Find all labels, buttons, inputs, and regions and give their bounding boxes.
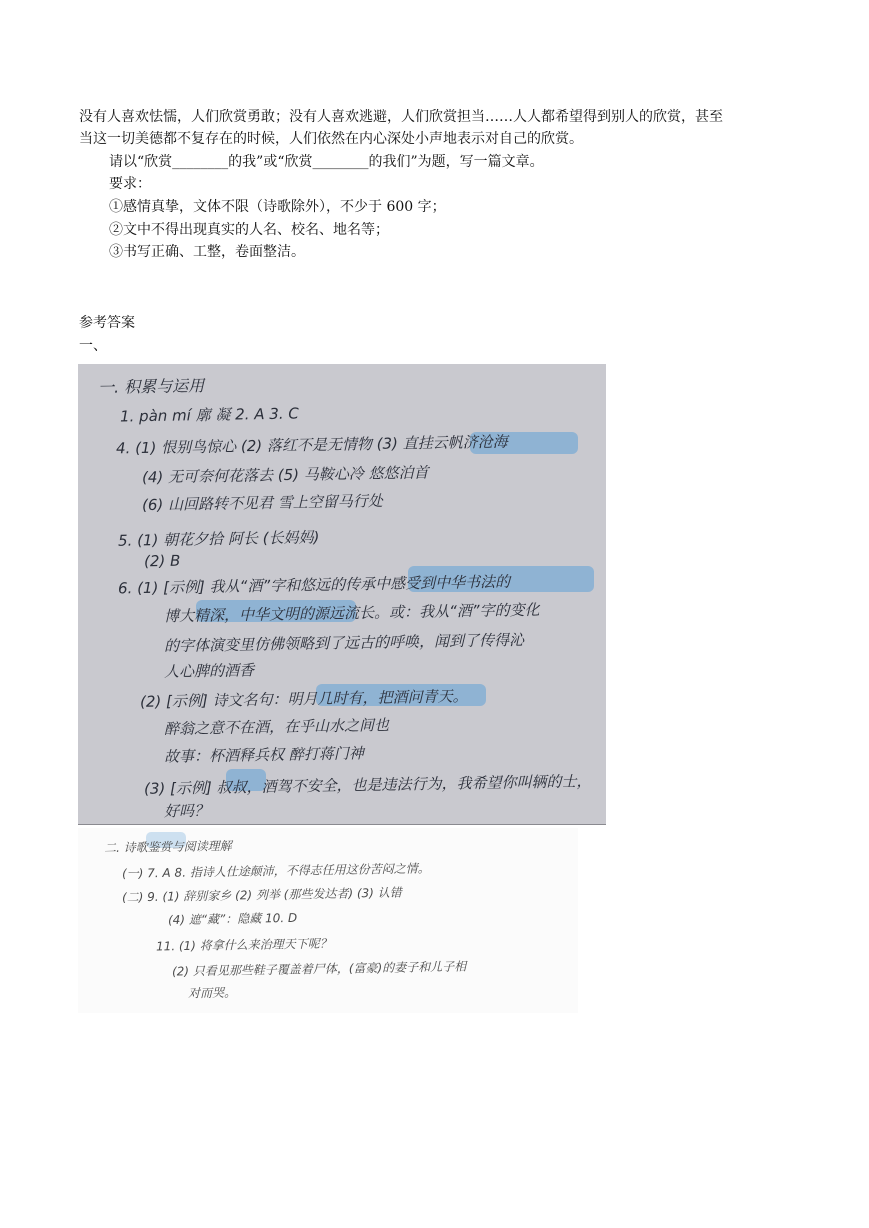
hw-line: (2) B <box>143 551 181 571</box>
requirement-3: ③书写正确、工整，卷面整洁。 <box>109 244 305 260</box>
hw-line: (3) [示例] 叔叔，酒驾不安全，也是违法行为，我希望你叫辆的士， <box>143 772 592 798</box>
hw-line: (二) 9. (1) 辞别家乡 (2) 列举 (那些发达者) (3) 认错 <box>121 885 402 905</box>
hw-line: 1. pàn mí 廓 凝 2. A 3. C <box>119 404 299 426</box>
handwritten-answer-scan-2 <box>78 828 578 1013</box>
hw-line: (6) 山回路转不见君 雪上空留马行处 <box>141 491 383 515</box>
hw-line: (一) 7. A 8. 指诗人仕途颠沛，不得志任用这份苦闷之情。 <box>121 861 430 881</box>
prompt-instruction: 请以“欣赏________的我”或“欣赏________的我们”为题，写一篇文章。 <box>109 154 544 170</box>
hw-line: (4) 无可奈何花落去 (5) 马鞍心冷 悠悠泊首 <box>141 463 429 487</box>
hw-line: 博大精深，中华文明的源远流长。或：我从“酒”字的变化 <box>163 600 540 626</box>
requirement-1: ①感情真挚，文体不限（诗歌除外），不少于 600 字； <box>109 199 446 215</box>
prompt-line-1: 没有人喜欢怯懦，人们欣赏勇敢；没有人喜欢逃避，人们欣赏担当……人人都希望得到别人的欣赏，甚至 <box>79 109 723 125</box>
requirements-heading: 要求： <box>109 176 151 192</box>
hw-line: (4) 遮“藏”：隐藏 10. D <box>167 910 298 928</box>
answers-section-1: 一、 <box>79 338 107 354</box>
hw-line: 5. (1) 朝花夕拾 阿长 (长妈妈) <box>117 528 320 550</box>
hw-line: 故事：杯酒释兵权 醉打蒋门神 <box>163 744 364 766</box>
hw-line: 4. (1) 恨别鸟惊心 (2) 落红不是无情物 (3) 直挂云帆济沧海 <box>115 432 508 458</box>
hw-line: 好吗？ <box>163 801 210 821</box>
hw-line: 一. 积累与运用 <box>97 376 205 397</box>
handwritten-answer-scan-1 <box>78 364 606 825</box>
hw-line: (2) 只看见那些鞋子覆盖着尸体，(富豪)的妻子和儿子相 <box>171 959 467 979</box>
hw-line: 11. (1) 将拿什么来治理天下呢？ <box>155 936 332 954</box>
requirement-2: ②文中不得出现真实的人名、校名、地名等； <box>109 222 389 238</box>
hw-line: 的字体演变里仿佛领略到了远古的呼唤，闻到了传得沁 <box>163 630 525 656</box>
hw-line: 二. 诗歌鉴赏与阅读理解 <box>103 838 232 856</box>
hw-line: 醉翁之意不在酒，在乎山水之间也 <box>163 716 390 738</box>
prompt-line-2: 当这一切美德都不复存在的时候，人们依然在内心深处小声地表示对自己的欣赏。 <box>79 131 583 147</box>
hw-line: 6. (1) [示例] 我从“酒”字和悠远的传承中感受到中华书法的 <box>117 572 511 598</box>
hw-line: (2) [示例] 诗文名句：明月几时有，把酒问青天。 <box>139 687 468 711</box>
hw-line: 对而哭。 <box>187 985 237 1001</box>
hw-line: 人心脾的酒香 <box>163 661 255 681</box>
answers-title: 参考答案 <box>79 315 135 331</box>
